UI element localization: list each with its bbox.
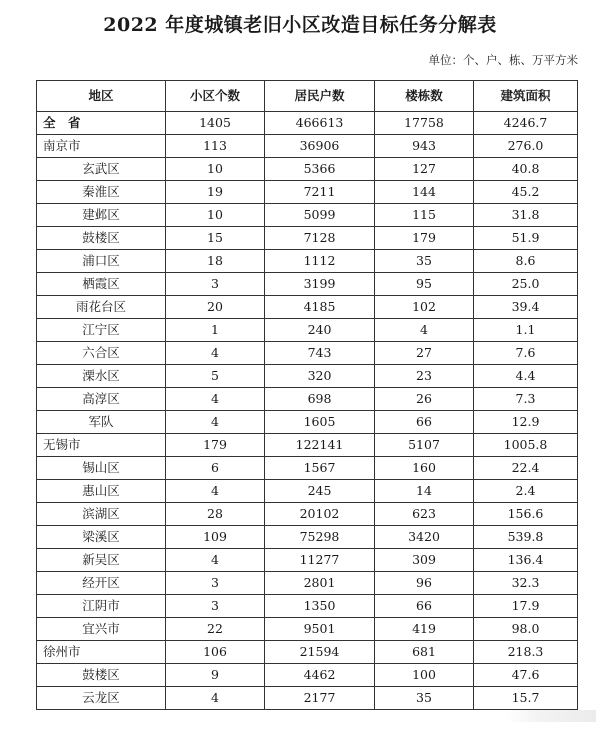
table-row xyxy=(37,549,578,572)
buildings-cell: 3420 xyxy=(375,526,474,549)
header-households: 居民户数 xyxy=(265,81,375,112)
area-cell: 1005.8 xyxy=(474,434,578,457)
buildings-cell: 5107 xyxy=(375,434,474,457)
households-cell: 7211 xyxy=(265,181,375,204)
region-cell: 全 省 xyxy=(37,112,166,135)
communities-cell: 20 xyxy=(166,296,265,319)
buildings-cell: 23 xyxy=(375,365,474,388)
households-cell: 1112 xyxy=(265,250,375,273)
table-row xyxy=(37,296,578,319)
buildings-cell: 27 xyxy=(375,342,474,365)
buildings-cell: 943 xyxy=(375,135,474,158)
table-row xyxy=(37,411,578,434)
area-cell: 276.0 xyxy=(474,135,578,158)
area-cell: 40.8 xyxy=(474,158,578,181)
table-row xyxy=(37,480,578,503)
households-cell: 743 xyxy=(265,342,375,365)
communities-cell: 3 xyxy=(166,595,265,618)
area-cell: 15.7 xyxy=(474,687,578,710)
buildings-cell: 96 xyxy=(375,572,474,595)
area-cell: 136.4 xyxy=(474,549,578,572)
table-row xyxy=(37,595,578,618)
communities-cell: 19 xyxy=(166,181,265,204)
households-cell: 1567 xyxy=(265,457,375,480)
buildings-cell: 95 xyxy=(375,273,474,296)
area-cell: 1.1 xyxy=(474,319,578,342)
table-row xyxy=(37,503,578,526)
region-cell: 六合区 xyxy=(37,342,166,365)
households-cell: 122141 xyxy=(265,434,375,457)
buildings-cell: 419 xyxy=(375,618,474,641)
region-cell: 新吴区 xyxy=(37,549,166,572)
region-cell: 秦淮区 xyxy=(37,181,166,204)
communities-cell: 15 xyxy=(166,227,265,250)
region-cell: 梁溪区 xyxy=(37,526,166,549)
buildings-cell: 100 xyxy=(375,664,474,687)
watermark-strip xyxy=(506,710,596,722)
area-cell: 98.0 xyxy=(474,618,578,641)
buildings-cell: 35 xyxy=(375,250,474,273)
communities-cell: 4 xyxy=(166,549,265,572)
region-cell: 浦口区 xyxy=(37,250,166,273)
buildings-cell: 66 xyxy=(375,411,474,434)
region-cell: 徐州市 xyxy=(37,641,166,664)
document-title: 2022 年度城镇老旧小区改造目标任务分解表 xyxy=(103,14,497,36)
region-cell: 惠山区 xyxy=(37,480,166,503)
communities-cell: 5 xyxy=(166,365,265,388)
buildings-cell: 127 xyxy=(375,158,474,181)
header-buildings: 楼栋数 xyxy=(375,81,474,112)
table-row xyxy=(37,388,578,411)
region-cell: 鼓楼区 xyxy=(37,227,166,250)
table-row xyxy=(37,526,578,549)
buildings-cell: 309 xyxy=(375,549,474,572)
communities-cell: 4 xyxy=(166,411,265,434)
table-row xyxy=(37,227,578,250)
area-cell: 539.8 xyxy=(474,526,578,549)
area-cell: 25.0 xyxy=(474,273,578,296)
table-row xyxy=(37,365,578,388)
header-region: 地区 xyxy=(37,81,166,112)
table-header xyxy=(37,81,578,112)
region-cell: 经开区 xyxy=(37,572,166,595)
area-cell: 17.9 xyxy=(474,595,578,618)
task-table xyxy=(36,80,578,710)
households-cell: 4462 xyxy=(265,664,375,687)
table-row xyxy=(37,572,578,595)
communities-cell: 179 xyxy=(166,434,265,457)
communities-cell: 10 xyxy=(166,204,265,227)
region-cell: 江宁区 xyxy=(37,319,166,342)
communities-cell: 4 xyxy=(166,388,265,411)
buildings-cell: 115 xyxy=(375,204,474,227)
region-cell: 无锡市 xyxy=(37,434,166,457)
households-cell: 320 xyxy=(265,365,375,388)
households-cell: 1605 xyxy=(265,411,375,434)
buildings-cell: 4 xyxy=(375,319,474,342)
buildings-cell: 623 xyxy=(375,503,474,526)
households-cell: 1350 xyxy=(265,595,375,618)
unit-note: 单位：个、户、栋、万平方米 xyxy=(428,53,578,67)
buildings-cell: 14 xyxy=(375,480,474,503)
communities-cell: 3 xyxy=(166,273,265,296)
table-row xyxy=(37,664,578,687)
communities-cell: 10 xyxy=(166,158,265,181)
region-cell: 栖霞区 xyxy=(37,273,166,296)
households-cell: 245 xyxy=(265,480,375,503)
communities-cell: 28 xyxy=(166,503,265,526)
region-cell: 锡山区 xyxy=(37,457,166,480)
buildings-cell: 26 xyxy=(375,388,474,411)
buildings-cell: 66 xyxy=(375,595,474,618)
area-cell: 12.9 xyxy=(474,411,578,434)
area-cell: 8.6 xyxy=(474,250,578,273)
buildings-cell: 179 xyxy=(375,227,474,250)
table-row xyxy=(37,618,578,641)
region-cell: 军队 xyxy=(37,411,166,434)
households-cell: 75298 xyxy=(265,526,375,549)
table-row xyxy=(37,135,578,158)
area-cell: 156.6 xyxy=(474,503,578,526)
buildings-cell: 160 xyxy=(375,457,474,480)
area-cell: 4.4 xyxy=(474,365,578,388)
region-cell: 南京市 xyxy=(37,135,166,158)
buildings-cell: 102 xyxy=(375,296,474,319)
households-cell: 466613 xyxy=(265,112,375,135)
region-cell: 雨花台区 xyxy=(37,296,166,319)
households-cell: 4185 xyxy=(265,296,375,319)
table-body xyxy=(37,112,578,710)
communities-cell: 109 xyxy=(166,526,265,549)
communities-cell: 106 xyxy=(166,641,265,664)
communities-cell: 4 xyxy=(166,342,265,365)
communities-cell: 4 xyxy=(166,687,265,710)
region-cell: 云龙区 xyxy=(37,687,166,710)
table-row xyxy=(37,112,578,135)
communities-cell: 3 xyxy=(166,572,265,595)
region-cell: 溧水区 xyxy=(37,365,166,388)
communities-cell: 9 xyxy=(166,664,265,687)
table-row xyxy=(37,457,578,480)
households-cell: 2801 xyxy=(265,572,375,595)
area-cell: 47.6 xyxy=(474,664,578,687)
communities-cell: 113 xyxy=(166,135,265,158)
area-cell: 31.8 xyxy=(474,204,578,227)
households-cell: 21594 xyxy=(265,641,375,664)
region-cell: 滨湖区 xyxy=(37,503,166,526)
table-row xyxy=(37,181,578,204)
area-cell: 7.3 xyxy=(474,388,578,411)
households-cell: 11277 xyxy=(265,549,375,572)
households-cell: 2177 xyxy=(265,687,375,710)
area-cell: 7.6 xyxy=(474,342,578,365)
communities-cell: 22 xyxy=(166,618,265,641)
communities-cell: 1405 xyxy=(166,112,265,135)
communities-cell: 18 xyxy=(166,250,265,273)
buildings-cell: 35 xyxy=(375,687,474,710)
buildings-cell: 17758 xyxy=(375,112,474,135)
households-cell: 5099 xyxy=(265,204,375,227)
area-cell: 32.3 xyxy=(474,572,578,595)
households-cell: 5366 xyxy=(265,158,375,181)
region-cell: 建邺区 xyxy=(37,204,166,227)
communities-cell: 4 xyxy=(166,480,265,503)
table-row xyxy=(37,342,578,365)
table-row xyxy=(37,204,578,227)
table-row xyxy=(37,319,578,342)
households-cell: 20102 xyxy=(265,503,375,526)
area-cell: 2.4 xyxy=(474,480,578,503)
table-row xyxy=(37,434,578,457)
region-cell: 高淳区 xyxy=(37,388,166,411)
area-cell: 4246.7 xyxy=(474,112,578,135)
area-cell: 22.4 xyxy=(474,457,578,480)
region-cell: 鼓楼区 xyxy=(37,664,166,687)
area-cell: 45.2 xyxy=(474,181,578,204)
households-cell: 9501 xyxy=(265,618,375,641)
region-cell: 玄武区 xyxy=(37,158,166,181)
header-area: 建筑面积 xyxy=(474,81,578,112)
communities-cell: 1 xyxy=(166,319,265,342)
households-cell: 7128 xyxy=(265,227,375,250)
households-cell: 240 xyxy=(265,319,375,342)
area-cell: 218.3 xyxy=(474,641,578,664)
households-cell: 698 xyxy=(265,388,375,411)
header-row xyxy=(37,81,578,112)
area-cell: 39.4 xyxy=(474,296,578,319)
buildings-cell: 144 xyxy=(375,181,474,204)
header-communities: 小区个数 xyxy=(166,81,265,112)
area-cell: 51.9 xyxy=(474,227,578,250)
table-row xyxy=(37,641,578,664)
table-row xyxy=(37,273,578,296)
table-row xyxy=(37,250,578,273)
households-cell: 3199 xyxy=(265,273,375,296)
buildings-cell: 681 xyxy=(375,641,474,664)
households-cell: 36906 xyxy=(265,135,375,158)
region-cell: 宜兴市 xyxy=(37,618,166,641)
region-cell: 江阴市 xyxy=(37,595,166,618)
table-row xyxy=(37,687,578,710)
table-row xyxy=(37,158,578,181)
communities-cell: 6 xyxy=(166,457,265,480)
